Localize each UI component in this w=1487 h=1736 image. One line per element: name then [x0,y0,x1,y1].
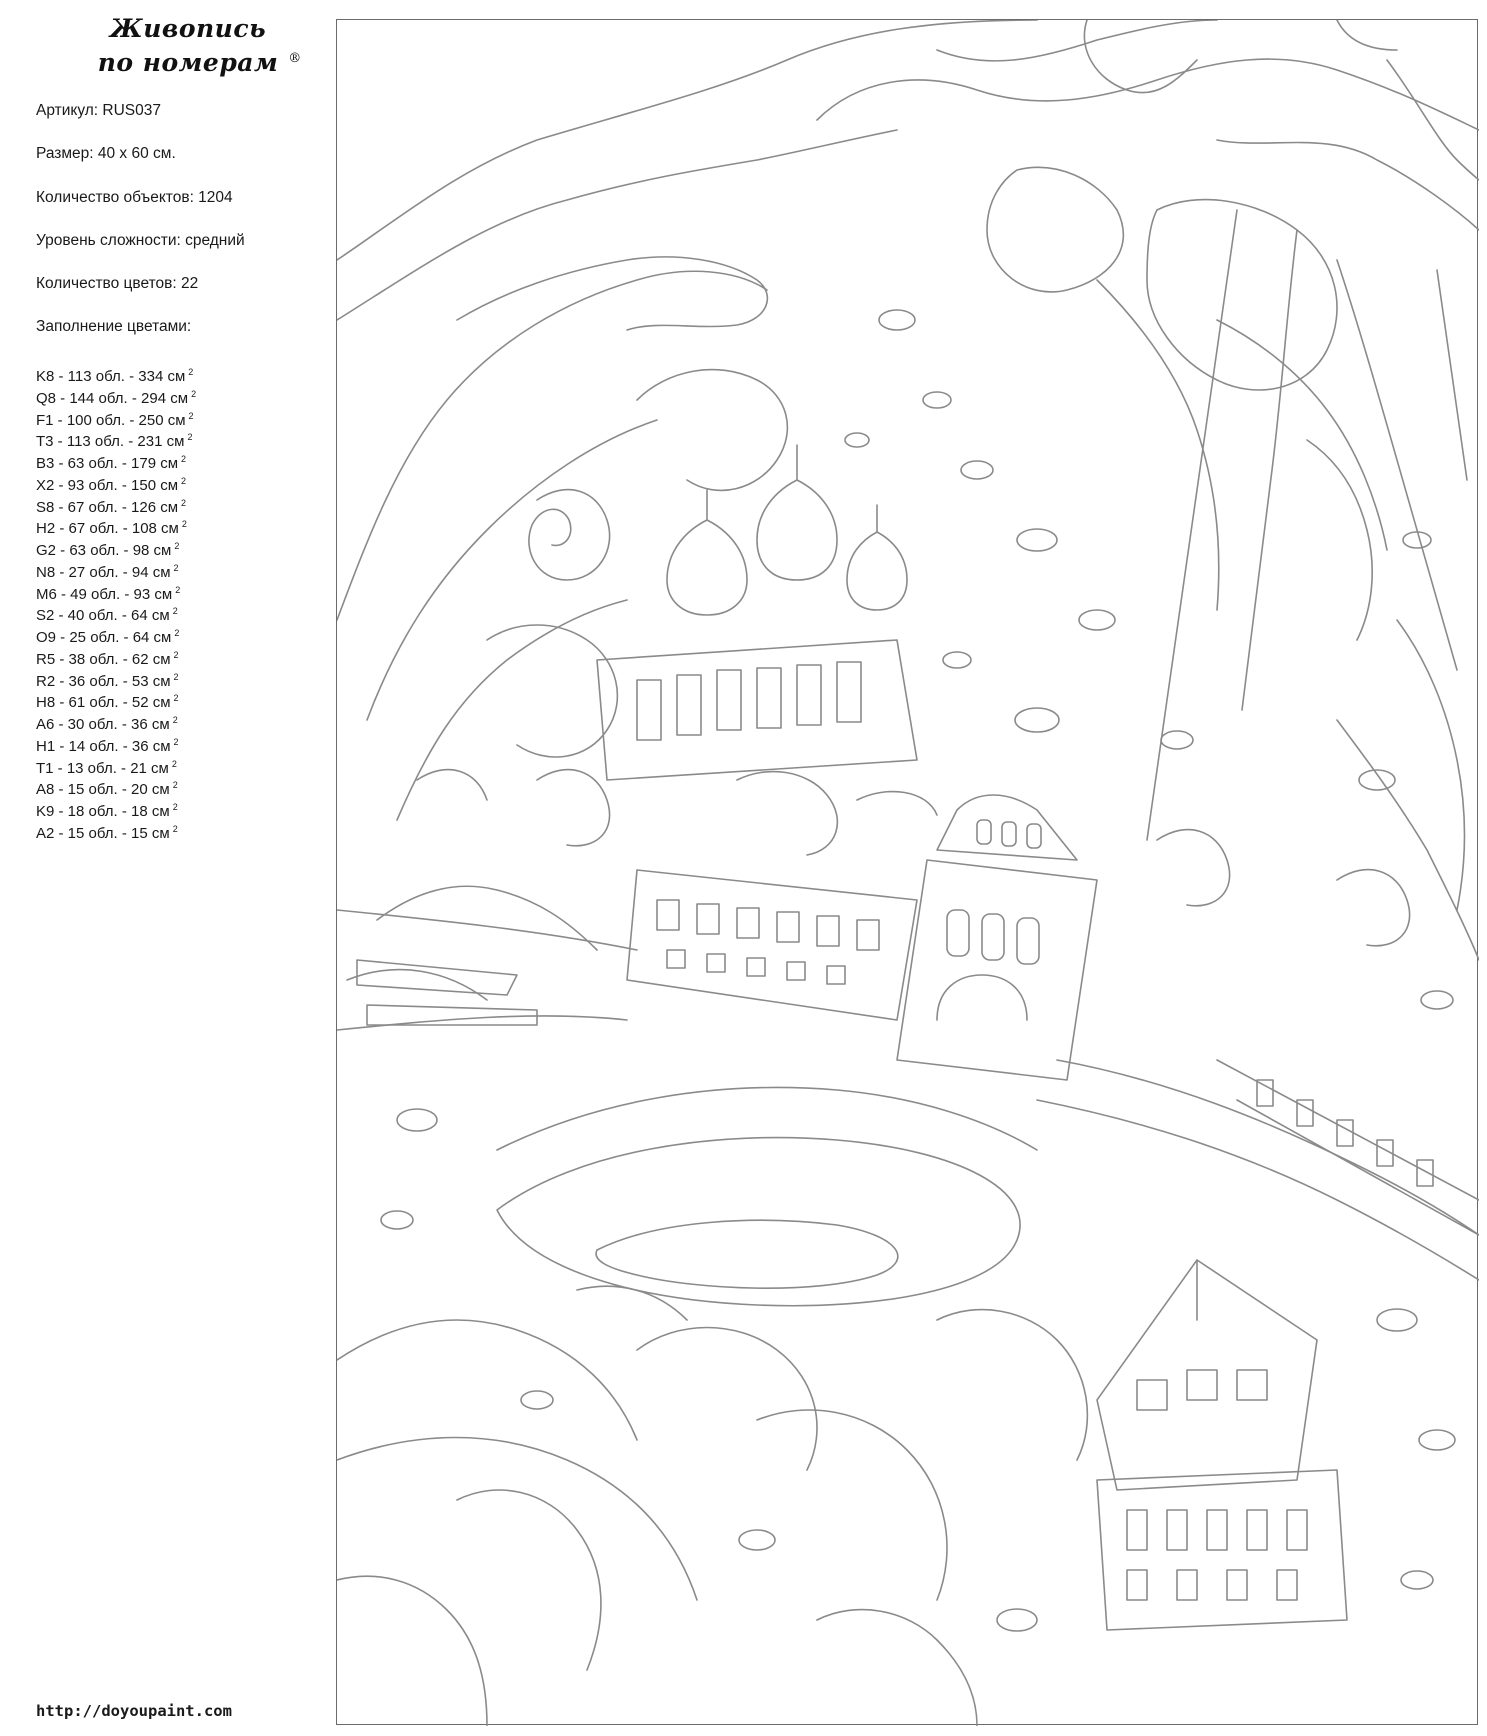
unit-superscript: 2 [188,410,194,421]
website-link[interactable]: http://doyoupaint.com [36,1702,232,1720]
fill-text: F1 - 100 обл. - 250 см [36,411,186,429]
unit-superscript: 2 [173,671,179,682]
list-item [36,623,196,645]
logo-line-2 [88,46,302,80]
list-item [36,688,196,710]
unit-superscript: 2 [173,736,179,747]
list-item [36,384,196,406]
fill-text: A6 - 30 обл. - 36 см [36,716,170,733]
fill-heading: Заполнение цветами: [36,318,192,336]
fill-text: T1 - 13 обл. - 21 см [36,759,169,777]
unit-superscript: 2 [173,693,179,704]
list-item [36,775,196,797]
sidebar [0,0,330,1736]
list-item [36,536,196,558]
fill-text: R5 - 38 обл. - 62 см [36,650,171,668]
list-item [36,471,196,493]
unit-superscript: 2 [173,562,179,573]
line-art-drawing [337,20,1479,1726]
unit-superscript: 2 [181,454,187,464]
list-item [36,819,196,841]
fill-text: A8 - 15 обл. - 20 см [36,781,170,799]
list-item [36,667,196,689]
unit-superscript: 2 [191,388,197,399]
unit-superscript: 2 [187,432,193,443]
line-art-canvas [336,19,1478,1725]
fill-text: A2 - 15 обл. - 15 см [36,824,170,842]
unit-superscript: 2 [174,541,180,551]
fill-text: K9 - 18 обл. - 18 см [36,803,170,820]
unit-superscript: 2 [174,628,180,638]
fill-text: S8 - 67 обл. - 126 см [36,498,179,516]
fill-text: N8 - 27 обл. - 94 см [36,563,171,581]
fill-text: T3 - 113 обл. - 231 см [36,433,185,451]
fill-text: O9 - 25 обл. - 64 см [36,629,172,646]
fill-text: H1 - 14 обл. - 36 см [36,737,171,755]
unit-superscript: 2 [172,802,178,812]
fill-text: B3 - 63 обл. - 179 см [36,455,179,472]
list-item [36,797,196,819]
list-item [36,514,196,536]
list-item [36,406,196,428]
color-count: Количество цветов: 22 [36,275,199,293]
list-item [36,732,196,754]
fill-text: R2 - 36 обл. - 53 см [36,672,171,690]
list-item [36,427,196,449]
list-item [36,558,196,580]
color-fill-list [36,362,196,841]
fill-text: M6 - 49 обл. - 93 см [36,585,173,603]
unit-superscript: 2 [172,780,178,791]
list-item [36,362,196,384]
fill-text: G2 - 63 обл. - 98 см [36,542,172,559]
list-item [36,710,196,732]
fill-text: H8 - 61 обл. - 52 см [36,694,171,712]
registered-mark: ® [288,51,302,66]
fill-text: X2 - 93 обл. - 150 см [36,476,179,494]
product-info [36,99,245,359]
unit-superscript: 2 [181,475,187,486]
list-item [36,449,196,471]
fill-text: S2 - 40 обл. - 64 см [36,607,170,625]
logo-line-2-text: по номерам [97,48,279,77]
list-item [36,645,196,667]
object-count: Количество объектов: 1204 [36,188,233,206]
difficulty-level: Уровень сложности: средний [36,231,245,249]
fill-text: Q8 - 144 обл. - 294 см [36,389,189,407]
unit-superscript: 2 [172,606,178,617]
unit-superscript: 2 [181,519,187,530]
unit-superscript: 2 [171,758,177,769]
unit-superscript: 2 [172,823,178,834]
list-item [36,601,196,623]
list-item [36,493,196,515]
unit-superscript: 2 [188,367,194,377]
unit-superscript: 2 [175,584,181,595]
unit-superscript: 2 [172,715,178,725]
list-item [36,580,196,602]
fill-text: K8 - 113 обл. - 334 см [36,368,186,385]
list-item [36,754,196,776]
fill-text: H2 - 67 обл. - 108 см [36,520,179,538]
unit-superscript: 2 [181,497,187,508]
logo-line-1: Живопись [109,14,267,43]
canvas-size: Размер: 40 х 60 см. [36,145,176,163]
brand-logo [88,12,302,80]
unit-superscript: 2 [173,649,179,660]
article-number: Артикул: RUS037 [36,102,161,119]
